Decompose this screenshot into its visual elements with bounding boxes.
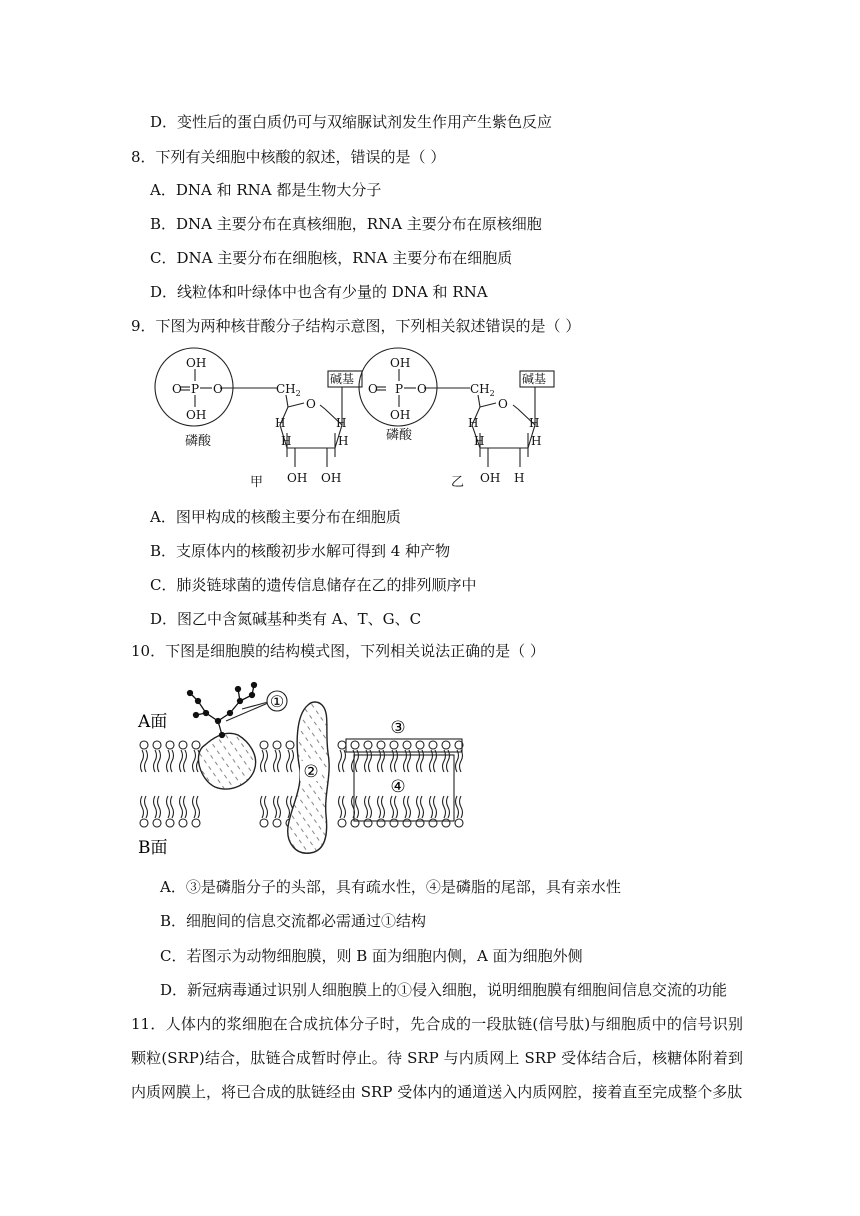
h-label: H bbox=[275, 416, 286, 430]
phospholipid-head bbox=[403, 819, 411, 827]
h-label: H bbox=[514, 471, 525, 485]
phospholipid-tail bbox=[408, 796, 411, 818]
phospholipid-head bbox=[166, 819, 174, 827]
phospholipid-tail bbox=[180, 796, 183, 818]
side-a-label: A面 bbox=[138, 712, 168, 732]
phospholipid-head bbox=[192, 741, 200, 749]
p-label: P bbox=[395, 382, 404, 396]
ring-o-label: O bbox=[498, 397, 508, 411]
phospholipid-head bbox=[442, 819, 450, 827]
phospholipid-tail bbox=[365, 750, 368, 772]
phospholipid-tail bbox=[404, 750, 407, 772]
label-3: ③ bbox=[390, 718, 406, 738]
phospholipid-head bbox=[429, 819, 437, 827]
phospholipid-head bbox=[273, 741, 281, 749]
h-label: H bbox=[529, 416, 540, 430]
phospholipid-tail bbox=[421, 750, 424, 772]
nucleotide-structure-figure bbox=[150, 345, 570, 493]
phospholipid-tail bbox=[456, 750, 459, 772]
phospholipid-tail bbox=[197, 796, 200, 818]
phospholipid-head bbox=[260, 741, 268, 749]
phospholipid-tail bbox=[265, 750, 268, 772]
q8-option-a: A．DNA 和 RNA 都是生物大分子 bbox=[150, 181, 382, 199]
oh-label: OH bbox=[186, 356, 207, 370]
q9-stem: 9．下图为两种核苷酸分子结构示意图，下列相关叙述错误的是（ ） bbox=[131, 317, 581, 335]
oh-label: OH bbox=[390, 408, 411, 422]
phospholipid-head bbox=[429, 741, 437, 749]
phospholipid-head bbox=[286, 741, 294, 749]
phospholipid-tail bbox=[378, 750, 381, 772]
q10-stem: 10．下图是细胞膜的结构模式图，下列相关说法正确的是（ ） bbox=[131, 642, 545, 660]
q7-option-d: D．变性后的蛋白质仍可与双缩脲试剂发生作用产生紫色反应 bbox=[150, 113, 553, 131]
phospholipid-head bbox=[140, 741, 148, 749]
phospholipid-head bbox=[390, 741, 398, 749]
phospholipid-tail bbox=[365, 796, 368, 818]
q11-text: 11．人体内的浆细胞在合成抗体分子时，先合成的一段肽链(信号肽)与细胞质中的信号识别颗粒(SRP)结合，肽链合成暂时停止。待 SRP 与内质网上 SRP 受体结合后，核糖体附着到内质网膜上，将已合成的肽链经由 SRP 受体内的通道送入内质网腔，接着直至完成整个多肽 bbox=[131, 1015, 743, 1101]
phospholipid-tail bbox=[274, 796, 277, 818]
phospholipid-head bbox=[260, 819, 268, 827]
phospholipid-head bbox=[403, 741, 411, 749]
phospholipid-tail bbox=[167, 796, 170, 818]
phospholipid-tail bbox=[456, 796, 459, 818]
phospholipid-head bbox=[390, 819, 398, 827]
phosphate-label: 磷酸 bbox=[386, 428, 413, 443]
phospholipid-head bbox=[416, 819, 424, 827]
phospholipid-tail bbox=[287, 750, 290, 772]
phospholipid-head bbox=[179, 819, 187, 827]
phospholipid-head bbox=[442, 741, 450, 749]
q10-option-d: D．新冠病毒通过识别人细胞膜上的①侵入细胞，说明细胞膜有细胞间信息交流的功能 bbox=[160, 981, 728, 999]
phospholipid-head bbox=[153, 741, 161, 749]
label-2: ② bbox=[303, 762, 319, 782]
phospholipid-head bbox=[273, 819, 281, 827]
ring-o-label: O bbox=[306, 397, 316, 411]
p-label: P bbox=[191, 382, 200, 396]
q10-option-b: B．细胞间的信息交流都必需通过①结构 bbox=[160, 912, 427, 930]
phospholipid-tail bbox=[180, 750, 183, 772]
phospholipid-tail bbox=[339, 796, 342, 818]
phospholipid-tail bbox=[391, 796, 394, 818]
phosphate-label: 磷酸 bbox=[185, 434, 212, 449]
phospholipid-tail bbox=[278, 796, 281, 818]
phospholipid-tail bbox=[291, 750, 294, 772]
phospholipid-head bbox=[351, 741, 359, 749]
q8-option-c: C．DNA 主要分布在细胞核，RNA 主要分布在细胞质 bbox=[150, 249, 513, 267]
oh-label: OH bbox=[287, 471, 308, 485]
phospholipid-tail bbox=[158, 796, 161, 818]
o-label: O bbox=[368, 382, 378, 396]
phospholipid-tail bbox=[356, 750, 359, 772]
phospholipid-tail bbox=[434, 796, 437, 818]
phospholipid-tail bbox=[193, 750, 196, 772]
phospholipid-tail bbox=[443, 796, 446, 818]
oh-label: OH bbox=[186, 408, 207, 422]
phospholipid-head bbox=[192, 819, 200, 827]
phospholipid-tail bbox=[378, 796, 381, 818]
q9-option-d: D．图乙中含氮碱基种类有 A、T、G、C bbox=[150, 610, 422, 628]
phospholipid-tail bbox=[184, 750, 187, 772]
label-yi: 乙 bbox=[451, 475, 465, 490]
phospholipid-tail bbox=[193, 796, 196, 818]
phospholipid-tail bbox=[141, 750, 144, 772]
phospholipid-head bbox=[364, 819, 372, 827]
phospholipid-tail bbox=[274, 750, 277, 772]
phospholipid-tail bbox=[343, 750, 346, 772]
oh-label: OH bbox=[480, 471, 501, 485]
phospholipid-tail bbox=[141, 796, 144, 818]
phospholipid-tail bbox=[339, 750, 342, 772]
o-label: O bbox=[172, 382, 182, 396]
phospholipid-tail bbox=[154, 796, 157, 818]
phospholipid-tail bbox=[417, 750, 420, 772]
phospholipid-tail bbox=[460, 750, 463, 772]
ch2-label: $CH_2$ bbox=[470, 382, 495, 398]
phospholipid-tail bbox=[369, 750, 372, 772]
h-label: H bbox=[531, 434, 542, 448]
oh-label: OH bbox=[321, 471, 342, 485]
phospholipid-tail bbox=[145, 750, 148, 772]
o-label: O bbox=[417, 382, 427, 396]
phospholipid-tail bbox=[369, 796, 372, 818]
phospholipid-head bbox=[364, 741, 372, 749]
label-4: ④ bbox=[390, 777, 406, 797]
phospholipid-tail bbox=[171, 796, 174, 818]
phospholipid-head bbox=[179, 741, 187, 749]
phospholipid-head bbox=[153, 819, 161, 827]
ch2-label: $CH_2$ bbox=[276, 382, 301, 398]
q9-option-c: C．肺炎链球菌的遗传信息储存在乙的排列顺序中 bbox=[150, 576, 477, 594]
phospholipid-tail bbox=[184, 796, 187, 818]
phospholipid-tail bbox=[167, 750, 170, 772]
q10-option-a: A．③是磷脂分子的头部，具有疏水性，④是磷脂的尾部，具有亲水性 bbox=[160, 878, 621, 896]
label-1: ① bbox=[269, 692, 285, 711]
h-label: H bbox=[474, 434, 485, 448]
phospholipid-tail bbox=[421, 796, 424, 818]
h-label: H bbox=[468, 416, 479, 430]
phospholipid-tail bbox=[447, 750, 450, 772]
phospholipid-head bbox=[455, 819, 463, 827]
phospholipid-tail bbox=[404, 796, 407, 818]
phospholipid-tail bbox=[261, 750, 264, 772]
phospholipid-tail bbox=[382, 750, 385, 772]
label-jia: 甲 bbox=[250, 475, 264, 490]
phospholipid-tail bbox=[434, 750, 437, 772]
phospholipid-tail bbox=[460, 796, 463, 818]
phospholipid-tail bbox=[287, 796, 290, 818]
oh-label: OH bbox=[390, 356, 411, 370]
phospholipid-tail bbox=[417, 796, 420, 818]
phospholipid-tail bbox=[158, 750, 161, 772]
phospholipid-head bbox=[338, 819, 346, 827]
phospholipid-head bbox=[416, 741, 424, 749]
phospholipid-tail bbox=[343, 796, 346, 818]
phospholipid-tail bbox=[171, 750, 174, 772]
phospholipid-tail bbox=[395, 750, 398, 772]
sugar-chain bbox=[188, 683, 257, 738]
phospholipid-tail bbox=[356, 796, 359, 818]
q8-stem: 8．下列有关细胞中核酸的叙述，错误的是（ ） bbox=[131, 148, 446, 166]
q10-option-c: C．若图示为动物细胞膜，则 B 面为细胞内侧，A 面为细胞外侧 bbox=[160, 947, 583, 965]
phospholipid-head bbox=[140, 819, 148, 827]
phospholipid-tail bbox=[430, 750, 433, 772]
phospholipid-tail bbox=[145, 796, 148, 818]
phospholipid-tail bbox=[447, 796, 450, 818]
h-label: H bbox=[336, 416, 347, 430]
phospholipid-head bbox=[338, 741, 346, 749]
h-label: H bbox=[338, 434, 349, 448]
phospholipid-tail bbox=[382, 796, 385, 818]
side-b-label: B面 bbox=[138, 838, 168, 858]
h-label: H bbox=[281, 434, 292, 448]
phospholipid-head bbox=[166, 741, 174, 749]
phospholipid-head bbox=[377, 819, 385, 827]
phospholipid-tail bbox=[391, 750, 394, 772]
phospholipid-head bbox=[377, 741, 385, 749]
q8-option-b: B．DNA 主要分布在真核细胞，RNA 主要分布在原核细胞 bbox=[150, 215, 542, 233]
o-label: O bbox=[213, 382, 223, 396]
base-label: 碱基 bbox=[330, 372, 355, 386]
phospholipid-tail bbox=[395, 796, 398, 818]
q9-option-a: A．图甲构成的核酸主要分布在细胞质 bbox=[150, 508, 401, 526]
phospholipid-head bbox=[351, 819, 359, 827]
cell-membrane-figure bbox=[130, 675, 480, 865]
q8-option-d: D．线粒体和叶绿体中也含有少量的 DNA 和 RNA bbox=[150, 283, 488, 301]
phospholipid-tail bbox=[261, 796, 264, 818]
phospholipid-tail bbox=[278, 750, 281, 772]
phospholipid-tail bbox=[430, 796, 433, 818]
phospholipid-tail bbox=[265, 796, 268, 818]
base-label: 碱基 bbox=[522, 372, 547, 386]
phospholipid-tail bbox=[408, 750, 411, 772]
phospholipid-tail bbox=[443, 750, 446, 772]
phospholipid-tail bbox=[154, 750, 157, 772]
q9-option-b: B．支原体内的核酸初步水解可得到 4 种产物 bbox=[150, 542, 451, 560]
